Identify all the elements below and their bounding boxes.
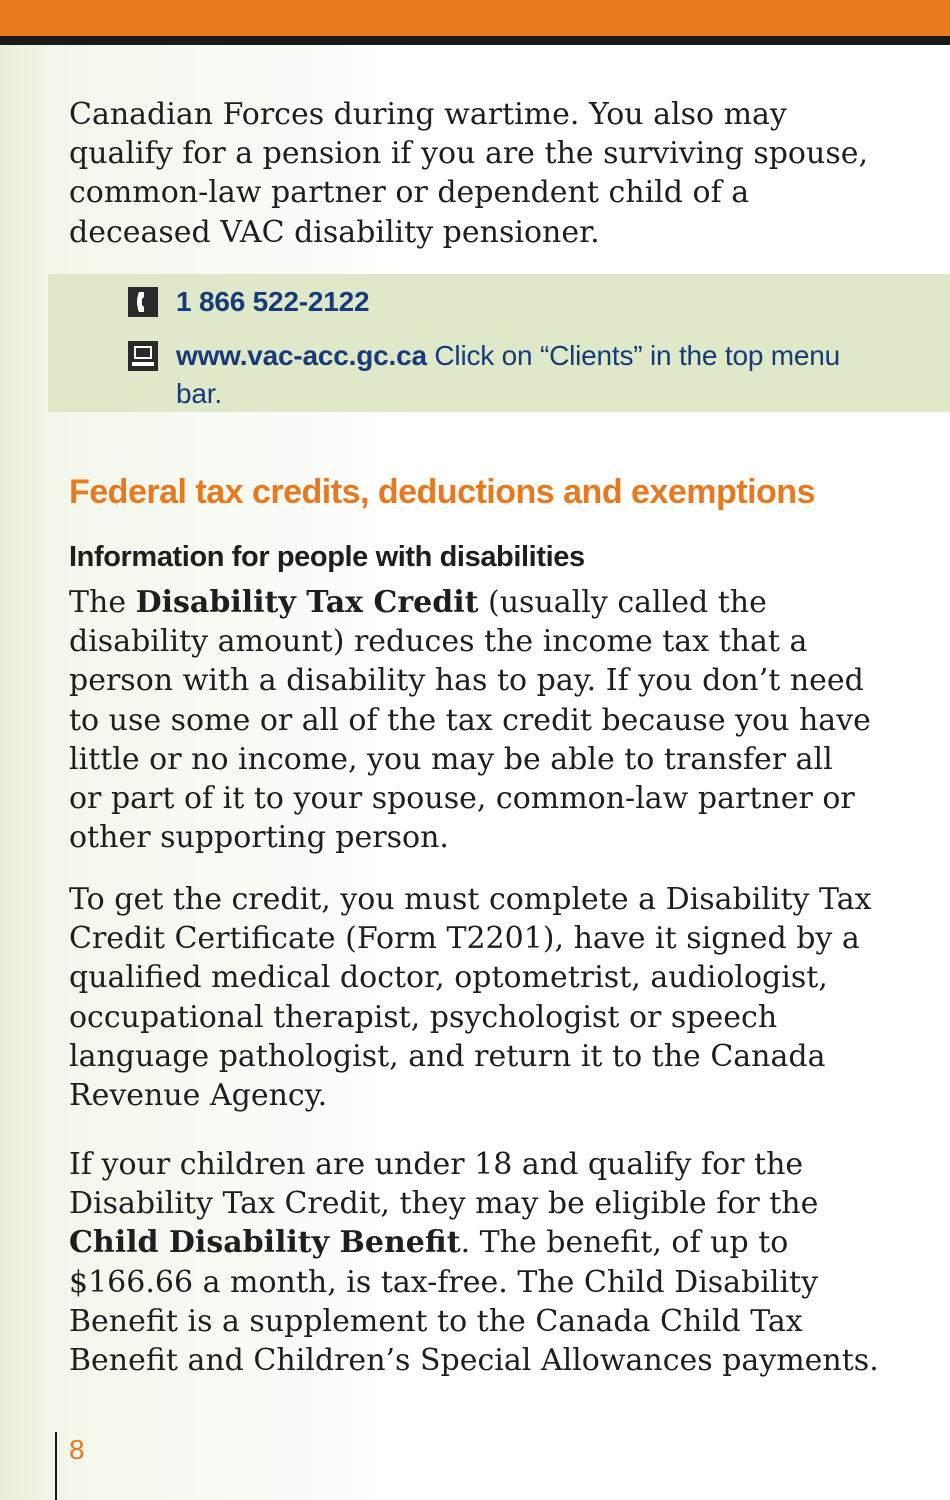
child-benefit-paragraph [69,1145,919,1380]
sub-heading: Information for people with disabilities [69,541,585,573]
page-number: 8 [69,1434,85,1465]
computer-icon [128,341,158,371]
header-accent-bar [0,0,950,36]
child-disability-benefit-term: Child Disability Benefit [69,1225,461,1261]
certificate-paragraph [69,880,919,1115]
paragraph-line [69,583,919,622]
text-run: . The benefit, of up to [460,1225,789,1261]
disability-tax-credit-term: Disability Tax Credit [135,585,479,620]
paragraph-line: person with a disability has to pay. If you don’t need [69,663,864,699]
paragraph-line: qualified medical doctor, optometrist, audiologist, [69,960,828,996]
intro-line: common-law partner or dependent child of a [69,175,750,211]
phone-icon [128,287,158,317]
paragraph-line: disability amount) reduces the income tax that a [69,624,808,660]
paragraph-line: Disability Tax Credit, they may be eligible for the [69,1186,819,1222]
paragraph-line [69,1223,919,1262]
website-instruction: Click on “Clients” in the top menu [426,340,841,371]
paragraph-line: To get the credit, you must complete a Disability Tax [69,882,872,917]
paragraph-line: little or no income, you may be able to transfer all [69,741,833,777]
intro-paragraph [69,95,919,252]
section-title: Federal tax credits, deductions and exemptions [69,473,815,511]
paragraph-line: occupational therapist, psychologist or speech [69,999,778,1035]
website-text [176,337,866,413]
text-run: The [69,585,136,620]
disability-tax-credit-paragraph [69,583,919,857]
intro-line: qualify for a pension if you are the surviving spouse, [69,136,868,172]
website-instruction-cont: bar. [176,378,222,409]
phone-number[interactable]: 1 866 522-2122 [176,286,370,317]
phone-row [128,283,369,321]
header-rule [0,36,950,45]
page-number-rule [55,1432,57,1500]
paragraph-line: If your children are under 18 and qualify for the [69,1147,804,1182]
text-run: (usually called the [478,585,767,620]
intro-line: Canadian Forces during wartime. You also may [69,97,787,132]
website-link[interactable]: www.vac-acc.gc.ca [176,340,427,371]
paragraph-line: Benefit and Children’s Special Allowances payments. [69,1343,879,1379]
website-row [128,337,866,413]
paragraph-line: Credit Certificate (Form T2201), have it signed by a [69,921,860,957]
paragraph-line: other supporting person. [69,820,449,856]
paragraph-line: $166.66 a month, is tax-free. The Child Disability [69,1264,819,1300]
paragraph-line: Benefit is a supplement to the Canada Child Tax [69,1303,803,1339]
paragraph-line: Revenue Agency. [69,1078,328,1114]
paragraph-line: to use some or all of the tax credit because you have [69,702,871,738]
paragraph-line: or part of it to your spouse, common-law partner or [69,781,855,817]
paragraph-line: language pathologist, and return it to the Canada [69,1038,826,1074]
intro-line: deceased VAC disability pensioner. [69,214,600,250]
